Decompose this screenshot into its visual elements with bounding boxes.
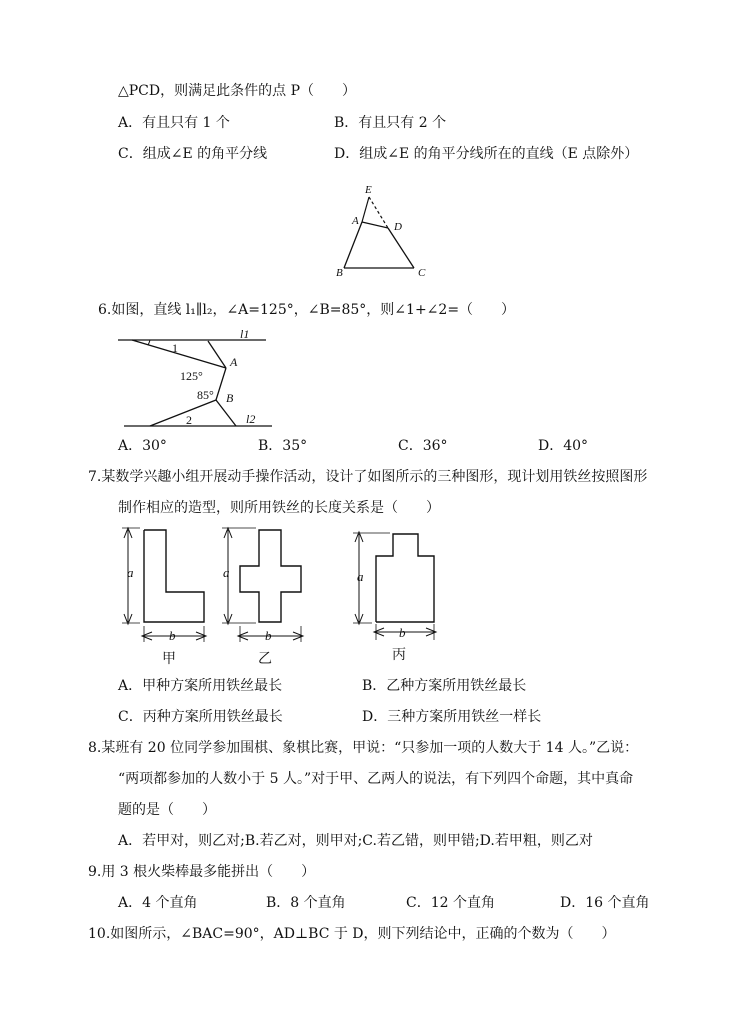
q7-jia-a: a bbox=[127, 565, 134, 580]
q5-label-e: E bbox=[365, 184, 372, 196]
q6-option-d[interactable]: D．40° bbox=[538, 438, 589, 454]
q7-stem-line1: 7.某数学兴趣小组开展动手操作活动，设计了如图所示的三种图形，现计划用铁丝按照图形 bbox=[88, 469, 648, 485]
q7-bing-b: b bbox=[399, 625, 406, 640]
q6-label-l1: l1 bbox=[240, 327, 250, 341]
q9-stem: 9.用 3 根火柴棒最多能拼出（ ） bbox=[88, 864, 316, 880]
q9-option-b[interactable]: B．8 个直角 bbox=[266, 895, 346, 911]
q9-option-c[interactable]: C．12 个直角 bbox=[406, 895, 495, 911]
q8-line2: “两项都参加的人数小于 5 人。”对于甲、乙两人的说法，有下列四个命题，其中真命 bbox=[118, 771, 634, 787]
q5-option-a[interactable]: A．有且只有 1 个 bbox=[118, 115, 230, 131]
q7-bing-a: a bbox=[357, 569, 364, 584]
q6-option-a[interactable]: A．30° bbox=[118, 438, 167, 454]
q5-stem-tail: △PCD，则满足此条件的点 P（ ） bbox=[118, 83, 356, 99]
q5-option-b[interactable]: B．有且只有 2 个 bbox=[334, 115, 447, 131]
q7-yi-caption: 乙 bbox=[258, 652, 272, 667]
q7-shape-bing bbox=[353, 532, 436, 640]
q9-option-d[interactable]: D．16 个直角 bbox=[560, 895, 650, 911]
q6-label-125: 125° bbox=[180, 369, 203, 383]
q6-label-b: B bbox=[226, 391, 234, 405]
q7-jia-b: b bbox=[169, 628, 176, 643]
q6-label-a: A bbox=[230, 355, 238, 369]
q7-shape-yi bbox=[222, 528, 303, 642]
q5-label-c: C bbox=[418, 267, 426, 279]
q10-stem: 10.如图所示，∠BAC=90°，AD⊥BC 于 D，则下列结论中，正确的个数为（ ） bbox=[88, 926, 616, 942]
q6-label-85: 85° bbox=[197, 388, 214, 402]
q5-option-d[interactable]: D．组成∠E 的角平分线所在的直线（E 点除外） bbox=[334, 146, 639, 162]
q7-yi-b: b bbox=[265, 628, 272, 643]
q7-option-b[interactable]: B．乙种方案所用铁丝最长 bbox=[362, 678, 527, 694]
q5-label-b: B bbox=[336, 267, 343, 279]
q7-bing-caption: 丙 bbox=[392, 648, 406, 663]
q7-option-c[interactable]: C．丙种方案所用铁丝最长 bbox=[118, 709, 283, 725]
q8-line1: 8.某班有 20 位同学参加围棋、象棋比赛，甲说：“只参加一项的人数大于 14 人。”乙说： bbox=[88, 740, 639, 756]
q6-label-l2: l2 bbox=[246, 412, 256, 426]
q6-label-angle2: 2 bbox=[186, 413, 192, 427]
q6-option-b[interactable]: B．35° bbox=[258, 438, 308, 454]
q5-option-c[interactable]: C．组成∠E 的角平分线 bbox=[118, 146, 268, 162]
q8-line3: 题的是（ ） bbox=[118, 802, 216, 818]
q6-label-angle1: 1 bbox=[172, 341, 178, 355]
q8-options[interactable]: A．若甲对，则乙对;B.若乙对，则甲对;C.若乙错，则甲错;D.若甲粗，则乙对 bbox=[118, 833, 593, 849]
q7-shape-jia bbox=[122, 528, 206, 642]
q7-option-d[interactable]: D．三种方案所用铁丝一样长 bbox=[362, 709, 542, 725]
q7-stem-line2: 制作相应的造型，则所用铁丝的长度关系是（ ） bbox=[118, 500, 440, 516]
q5-label-a: A bbox=[352, 215, 359, 227]
q6-stem: 6.如图，直线 l₁∥l₂，∠A=125°，∠B=85°，则∠1+∠2=（ ） bbox=[98, 302, 516, 318]
q6-option-c[interactable]: C．36° bbox=[398, 438, 448, 454]
q5-label-d: D bbox=[394, 221, 402, 233]
q7-option-a[interactable]: A．甲种方案所用铁丝最长 bbox=[118, 678, 283, 694]
q7-yi-a: a bbox=[223, 565, 230, 580]
q9-option-a[interactable]: A．4 个直角 bbox=[118, 895, 198, 911]
q7-jia-caption: 甲 bbox=[162, 652, 176, 667]
